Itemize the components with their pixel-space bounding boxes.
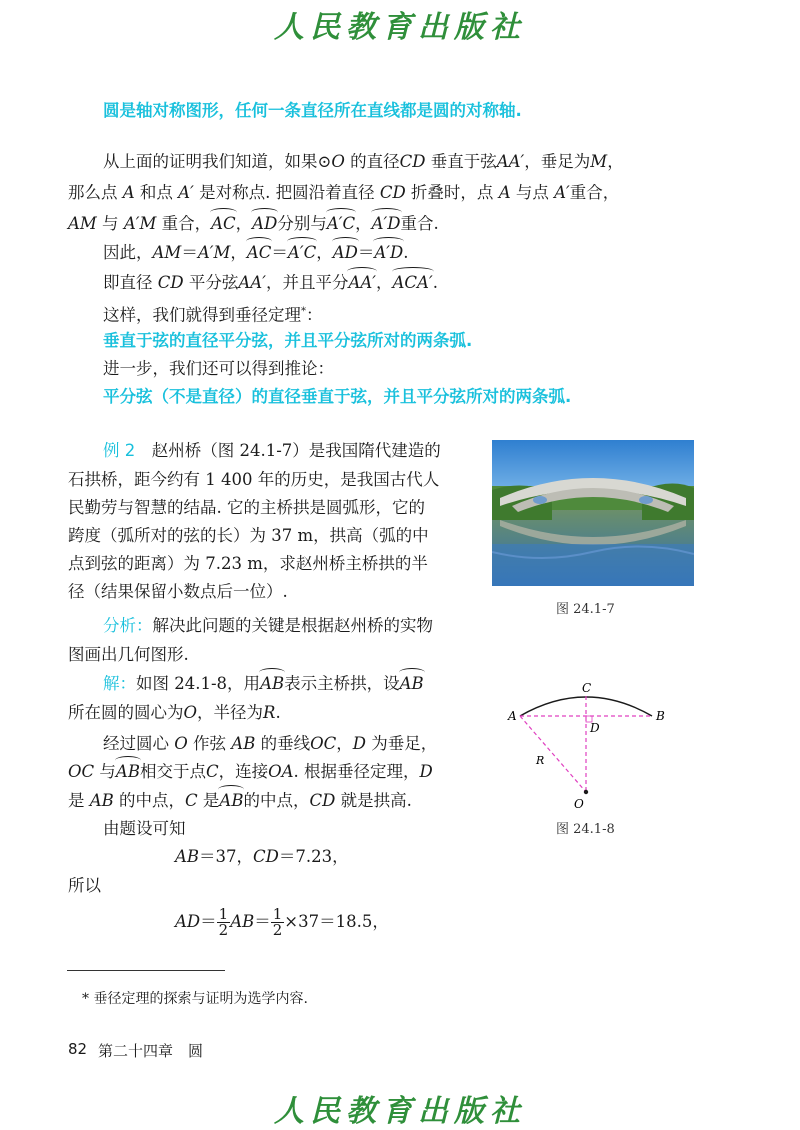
text: 与点 bbox=[510, 183, 555, 202]
text: ， bbox=[230, 243, 247, 262]
math: AA′ bbox=[238, 273, 266, 292]
math: A′ bbox=[178, 183, 194, 202]
text: 平分弦 bbox=[183, 273, 239, 292]
text: 所在圆的圆心为 bbox=[68, 703, 184, 722]
math: A bbox=[498, 183, 511, 202]
example-line-5: 点到弦的距离）为 7.23 m，求赵州桥主桥拱的半 bbox=[68, 554, 428, 573]
paragraph-line-1 bbox=[103, 151, 624, 173]
text: 重合. bbox=[400, 214, 439, 233]
example-line-4: 跨度（弧所对的弦的长）为 37 m，拱高（弧的中 bbox=[68, 526, 429, 545]
text: 因此， bbox=[103, 243, 153, 262]
publisher-watermark-top: 人民教育出版社 bbox=[274, 10, 526, 45]
figure-24-1-8-caption: 图 24.1-8 bbox=[556, 822, 615, 837]
text: ＝7.23， bbox=[278, 847, 349, 866]
solution-line-2 bbox=[68, 702, 281, 724]
math: OA bbox=[268, 762, 294, 781]
math: AB bbox=[230, 912, 255, 931]
paragraph-line-5 bbox=[103, 272, 438, 294]
solution-line-7: 所以 bbox=[68, 876, 101, 895]
text: ＝37， bbox=[199, 847, 254, 866]
arc-math: AD bbox=[252, 214, 278, 233]
label-C: C bbox=[582, 681, 592, 695]
math: C bbox=[205, 762, 219, 781]
text: 为垂足， bbox=[365, 734, 438, 753]
text: ＝ bbox=[357, 243, 375, 262]
text: ， bbox=[316, 243, 333, 262]
text: ， bbox=[235, 214, 253, 233]
math: CD bbox=[157, 273, 184, 292]
math: CD bbox=[379, 183, 406, 202]
text: 重合， bbox=[156, 214, 212, 233]
text: 就是拱高. bbox=[335, 791, 412, 810]
math: AD bbox=[175, 912, 201, 931]
fraction-denominator: 2 bbox=[218, 921, 229, 939]
text: 是 bbox=[197, 791, 220, 810]
text: 与 bbox=[94, 762, 116, 781]
solution-line-4 bbox=[68, 761, 433, 783]
text: ＝ bbox=[200, 912, 217, 931]
text: 那么点 bbox=[68, 183, 123, 202]
text: ＝ bbox=[254, 912, 271, 931]
math: CD bbox=[253, 847, 279, 866]
radius-OA bbox=[520, 716, 586, 792]
math: O bbox=[174, 734, 188, 753]
arc-math: AB bbox=[260, 674, 285, 693]
text: 赵州桥（图 24.1-7）是我国隋代建造的 bbox=[151, 441, 441, 460]
footnote: * 垂径定理的探索与证明为选学内容. bbox=[82, 991, 308, 1007]
bridge-photo-illustration bbox=[492, 440, 694, 586]
text: 作弦 bbox=[187, 734, 232, 753]
analysis-line-1 bbox=[103, 615, 433, 637]
example-line-2: 石拱桥，距今约有 1 400 年的历史，是我国古代人 bbox=[68, 470, 440, 489]
solution-line-3 bbox=[103, 733, 437, 755]
math: AA′ bbox=[496, 152, 525, 171]
text: ＝ bbox=[271, 243, 288, 262]
text: ×37＝18.5， bbox=[284, 912, 389, 931]
math: CD bbox=[309, 791, 336, 810]
arc-math: AD bbox=[332, 243, 358, 262]
text: . 根据垂径定理， bbox=[293, 762, 420, 781]
text: 从上面的证明我们知道，如果⊙ bbox=[103, 152, 332, 171]
math: R bbox=[263, 703, 276, 722]
text: ，半径为 bbox=[197, 703, 264, 722]
text: 折叠时，点 bbox=[405, 183, 499, 202]
math: OC bbox=[68, 762, 95, 781]
label-B: B bbox=[656, 709, 665, 723]
footnote-marker: * bbox=[301, 306, 306, 317]
math: A′M bbox=[197, 243, 231, 262]
math: O bbox=[331, 152, 345, 171]
text: 分别与 bbox=[277, 214, 327, 233]
text: ： bbox=[306, 305, 323, 325]
analysis-line-2: 图画出几何图形. bbox=[68, 645, 189, 664]
math: CD bbox=[399, 152, 426, 171]
text: 是对称点. 把圆沿着直径 bbox=[193, 183, 380, 202]
paragraph-line-3 bbox=[68, 213, 439, 235]
text: 这样，我们就得到垂径定理 bbox=[103, 305, 301, 325]
text: ， bbox=[607, 152, 624, 171]
math: C bbox=[185, 791, 198, 810]
math: D bbox=[419, 762, 433, 781]
text: 的中点， bbox=[113, 791, 186, 810]
page-number: 82 bbox=[68, 1040, 88, 1058]
example-line-3: 民勤劳与智慧的结晶. 它的主桥拱是圆弧形，它的 bbox=[68, 498, 425, 517]
solution-line-6: 由题设可知 bbox=[103, 819, 186, 838]
fraction-numerator: 1 bbox=[272, 905, 283, 923]
arc-math: A′C bbox=[326, 214, 356, 233]
math: A′M bbox=[123, 214, 157, 233]
solution-line-1 bbox=[103, 673, 424, 695]
text: 重合， bbox=[569, 183, 620, 202]
text: ，垂足为 bbox=[524, 152, 591, 171]
text: 的中点， bbox=[243, 791, 310, 810]
text: 如图 24.1-8，用 bbox=[136, 674, 261, 693]
arc-math: AB bbox=[219, 791, 244, 810]
text: 经过圆心 bbox=[103, 734, 175, 753]
text: ， bbox=[355, 214, 372, 233]
arc-math: AB bbox=[115, 762, 140, 781]
zhaozhou-bridge-photo bbox=[492, 440, 694, 586]
fraction-one-half bbox=[217, 907, 231, 938]
math: D bbox=[352, 734, 366, 753]
text: ， bbox=[376, 273, 393, 292]
text: 解决此问题的关键是根据赵州桥的实物 bbox=[152, 616, 433, 635]
text: ，并且平分 bbox=[265, 273, 349, 292]
paragraph-line-6 bbox=[103, 301, 323, 327]
fraction-numerator: 1 bbox=[218, 905, 229, 923]
footnote-divider bbox=[67, 970, 225, 971]
label-A: A bbox=[508, 709, 517, 723]
example-label: 例 2 bbox=[103, 441, 136, 460]
math: AB bbox=[89, 791, 114, 810]
arc-math: ACA′ bbox=[392, 273, 433, 292]
arc-math: AA′ bbox=[348, 273, 377, 292]
text: . bbox=[275, 703, 281, 722]
label-O: O bbox=[574, 797, 584, 811]
figure-24-1-7-caption: 图 24.1-7 bbox=[556, 602, 615, 617]
fraction-denominator: 2 bbox=[272, 921, 283, 939]
text: 的垂线 bbox=[255, 734, 311, 753]
math: OC bbox=[310, 734, 337, 753]
arc-math: AB bbox=[399, 674, 424, 693]
arc-math: AC bbox=[246, 243, 272, 262]
paragraph-line-4 bbox=[103, 242, 409, 264]
text: ， bbox=[336, 734, 353, 753]
arc-math: A′D bbox=[371, 214, 401, 233]
text: 的直径 bbox=[344, 152, 400, 171]
arc-math: AC bbox=[211, 214, 236, 233]
theorem-symmetry: 圆是轴对称图形，任何一条直径所在直线都是圆的对称轴. bbox=[103, 101, 522, 120]
text: 是 bbox=[68, 791, 90, 810]
text: 与 bbox=[96, 214, 124, 233]
text: . bbox=[432, 273, 438, 292]
equation-1 bbox=[175, 846, 349, 868]
publisher-watermark-bottom: 人民教育出版社 bbox=[274, 1094, 526, 1129]
paragraph-line-7: 进一步，我们还可以得到推论： bbox=[103, 359, 334, 378]
example-line-6: 径（结果保留小数点后一位）. bbox=[68, 582, 288, 601]
equation-2 bbox=[175, 905, 389, 939]
chapter-title: 第二十四章 圆 bbox=[98, 1042, 204, 1060]
text: ，连接 bbox=[218, 762, 269, 781]
text: 相交于点 bbox=[139, 762, 206, 781]
paragraph-line-2 bbox=[68, 182, 619, 204]
label-R: R bbox=[536, 754, 545, 767]
text: . bbox=[403, 243, 409, 262]
math: M bbox=[590, 152, 608, 171]
label-D: D bbox=[590, 721, 600, 735]
arch-geometry-diagram bbox=[500, 676, 680, 816]
math: A bbox=[122, 183, 135, 202]
math: O bbox=[183, 703, 198, 722]
theorem-perpendicular-diameter: 垂直于弦的直径平分弦，并且平分弦所对的两条弧. bbox=[103, 331, 473, 350]
fraction-one-half bbox=[271, 907, 285, 938]
math: AM bbox=[68, 214, 97, 233]
theorem-corollary: 平分弦（不是直径）的直径垂直于弦，并且平分弦所对的两条弧. bbox=[103, 387, 572, 406]
text: 表示主桥拱，设 bbox=[284, 674, 400, 693]
example-line-1 bbox=[103, 440, 441, 462]
solution-line-5 bbox=[68, 790, 412, 812]
solution-label: 解： bbox=[103, 674, 136, 693]
center-point-O bbox=[584, 790, 588, 794]
math: AB bbox=[175, 847, 200, 866]
text: 垂直于弦 bbox=[425, 152, 497, 171]
arc-math: A′D bbox=[374, 243, 404, 262]
math: AB bbox=[231, 734, 256, 753]
arc-math: A′C bbox=[287, 243, 317, 262]
text: 即直径 bbox=[103, 273, 158, 292]
text: 和点 bbox=[134, 183, 179, 202]
math: A′ bbox=[554, 183, 570, 202]
analysis-label: 分析： bbox=[103, 616, 153, 635]
math: AM bbox=[152, 243, 182, 262]
text: ＝ bbox=[181, 243, 198, 262]
